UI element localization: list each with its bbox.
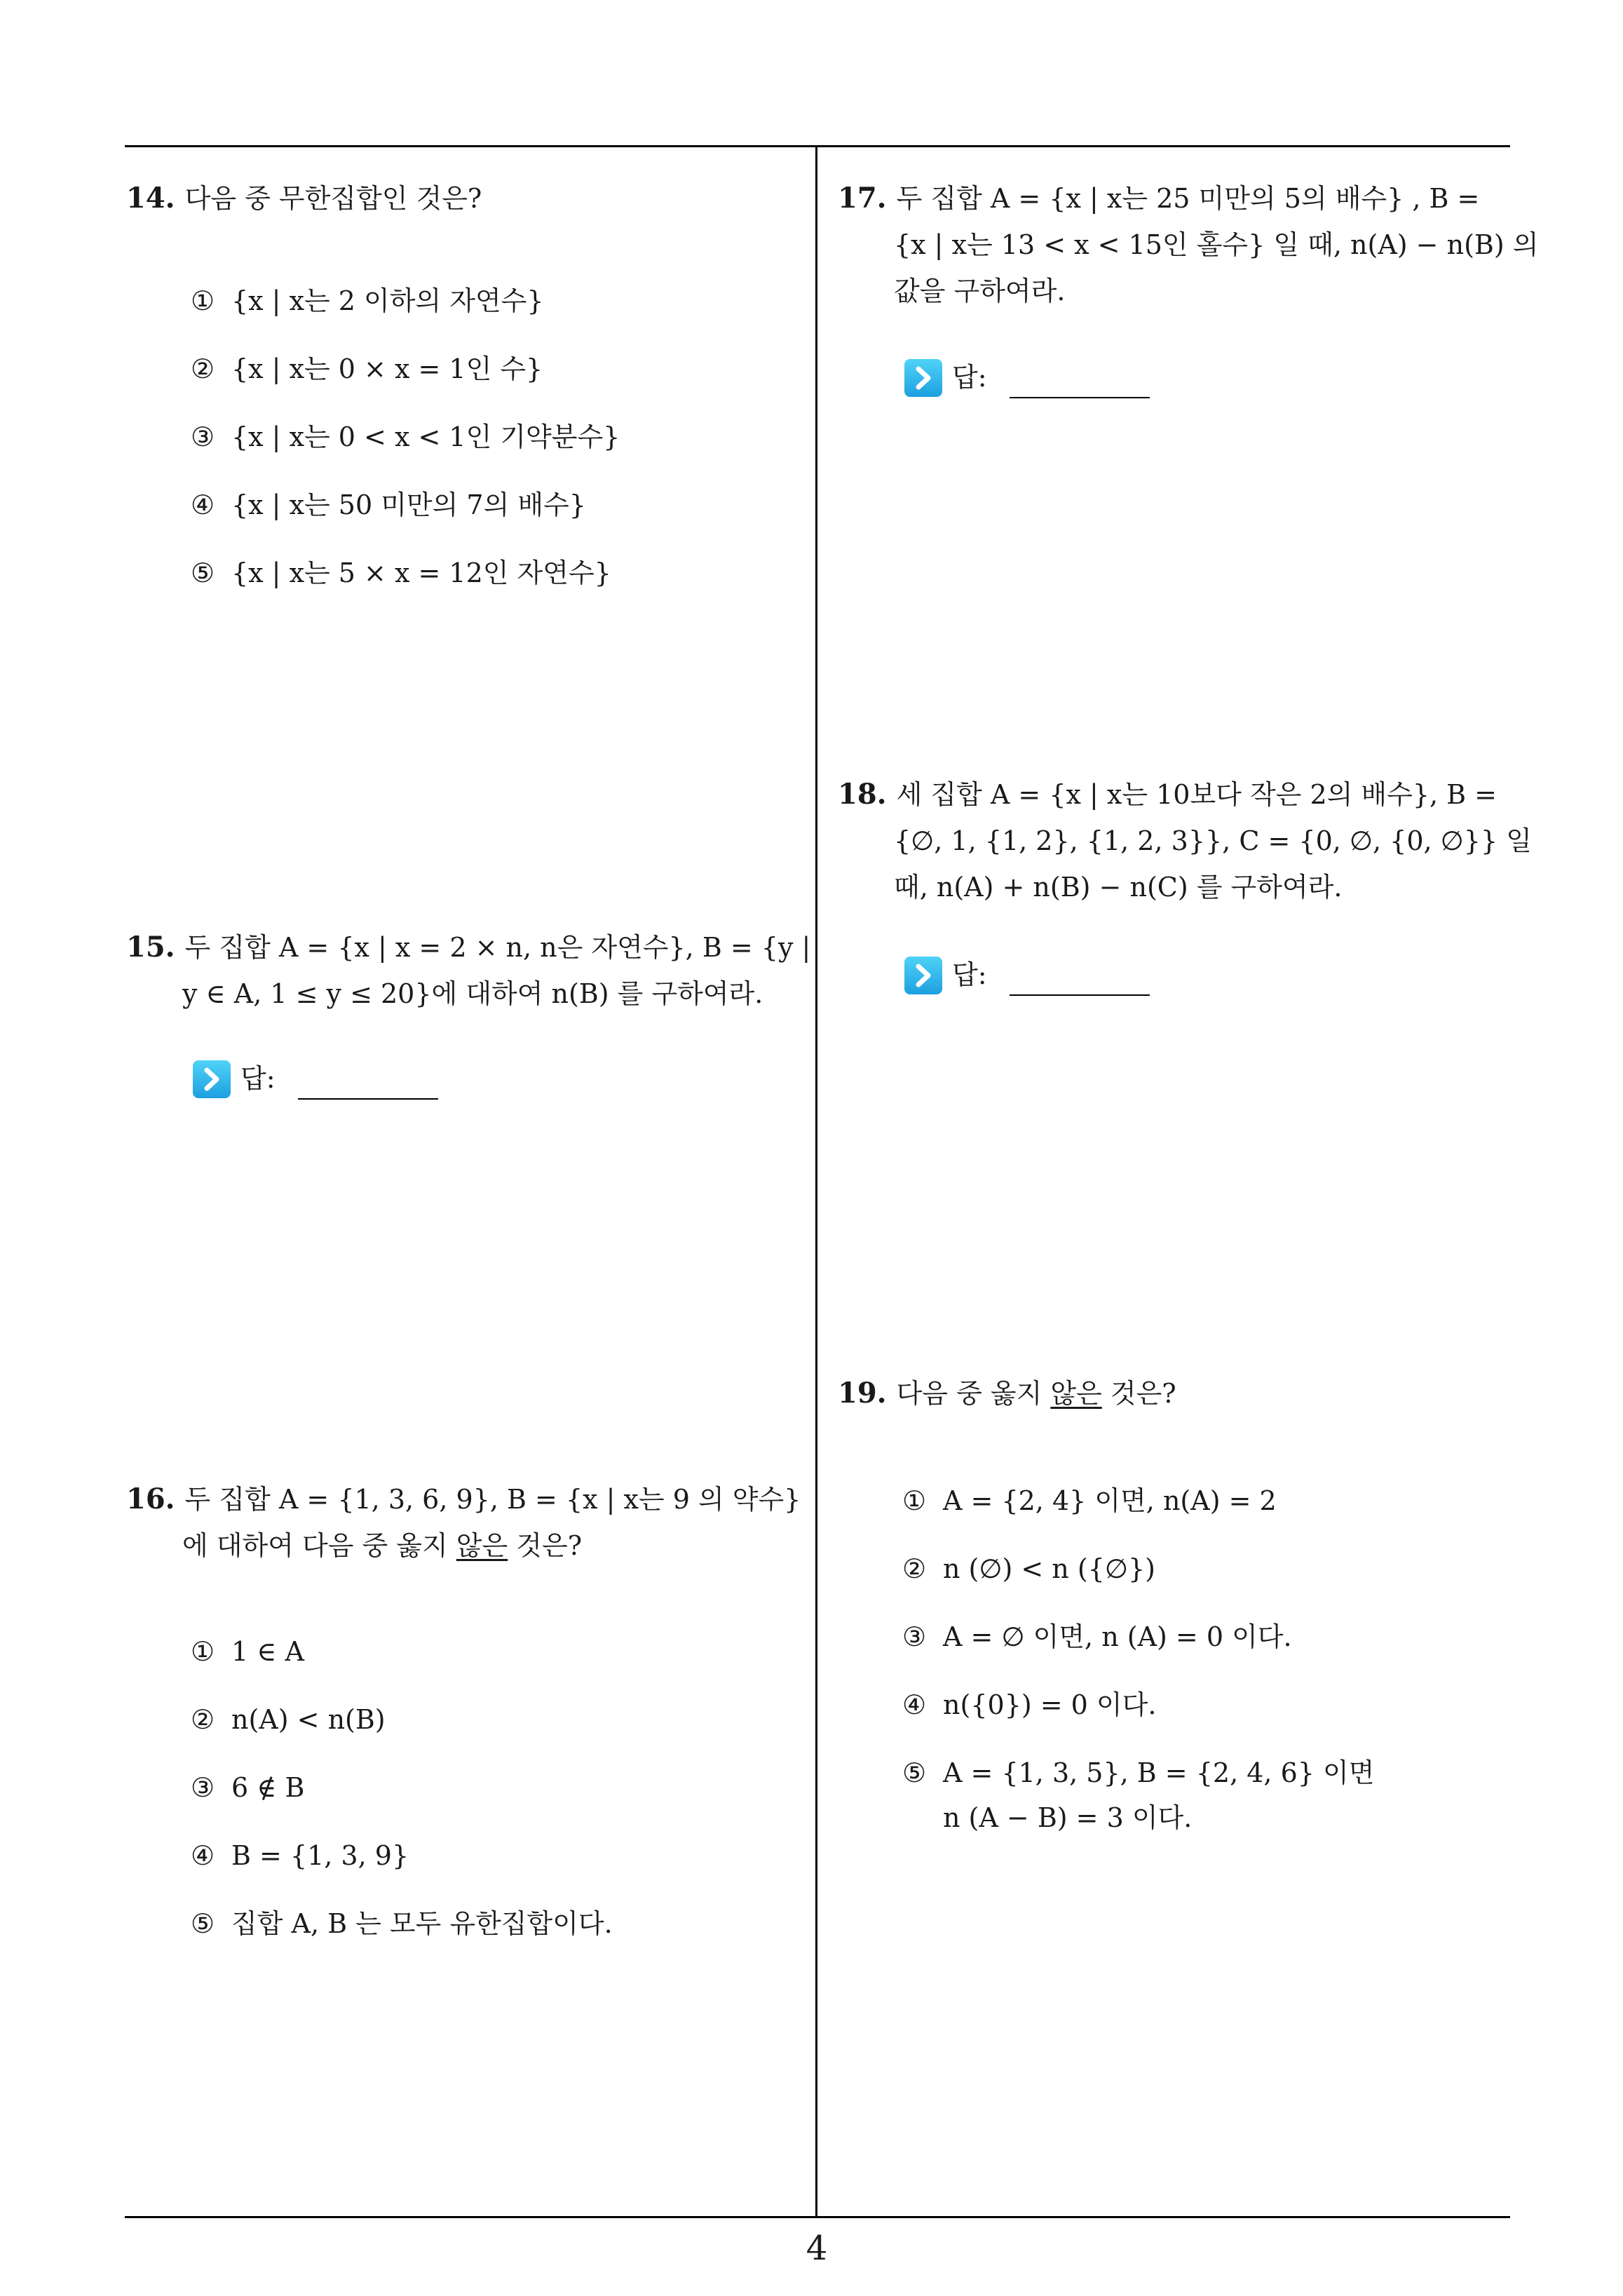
option-5[interactable]: ⑤ 집합 A, B 는 모두 유한집합이다.: [191, 1908, 613, 1939]
column-divider: [815, 145, 817, 2218]
option-4[interactable]: ④ {x | x는 50 미만의 7의 배수}: [191, 489, 586, 520]
option-3[interactable]: ③ A = ∅ 이면, n (A) = 0 이다.: [902, 1621, 1292, 1652]
option-2[interactable]: ② {x | x는 0 × x = 1인 수}: [191, 353, 543, 384]
emphasis-text: 않은: [456, 1530, 508, 1561]
question-14: [126, 175, 803, 222]
question-number: 15.: [126, 931, 175, 964]
q17-answer[interactable]: [904, 356, 1185, 398]
option-2[interactable]: ② n(A) < n(B): [191, 1704, 386, 1735]
answer-blank[interactable]: [1010, 397, 1150, 398]
option-1[interactable]: ① {x | x는 2 이하의 자연수}: [191, 285, 544, 316]
option-1[interactable]: ① 1 ∈ A: [191, 1636, 304, 1667]
question-text: {∅, 1, {1, 2}, {1, 2, 3}}, C = {0, ∅, {0, ∅}} 일: [894, 825, 1532, 856]
answer-label: 답:: [952, 362, 987, 393]
question-number: 14.: [126, 182, 175, 215]
question-text: 다음 중 무한집합인 것은?: [184, 183, 482, 214]
question-text: y ∈ A, 1 ≤ y ≤ 20}에 대하여 n(B) 를 구하여라.: [182, 978, 763, 1009]
q18-answer[interactable]: [904, 954, 1185, 996]
answer-blank[interactable]: [298, 1098, 438, 1100]
answer-label: 답:: [952, 959, 987, 990]
option-3[interactable]: ③ {x | x는 0 < x < 1인 기약분수}: [191, 421, 620, 452]
question-number: 19.: [838, 1377, 887, 1410]
option-2[interactable]: ② n (∅) < n ({∅}): [902, 1553, 1155, 1584]
question-17: [838, 175, 1539, 314]
option-3[interactable]: ③ 6 ∉ B: [191, 1772, 305, 1803]
bottom-rule: [125, 2216, 1510, 2218]
chevron-right-icon: [904, 957, 942, 994]
chevron-right-icon: [904, 359, 942, 397]
question-text: 두 집합 A = {x | x = 2 × n, n은 자연수}, B = {y |: [184, 932, 811, 963]
question-text: 때, n(A) + n(B) − n(C) 를 구하여라.: [894, 872, 1343, 903]
question-15: [126, 924, 811, 1017]
question-text: 두 집합 A = {1, 3, 6, 9}, B = {x | x는 9 의 약수}: [184, 1484, 801, 1515]
emphasis-text: 않은: [1050, 1378, 1102, 1409]
question-number: 16.: [126, 1483, 175, 1515]
answer-label: 답:: [240, 1063, 276, 1094]
option-4[interactable]: ④ B = {1, 3, 9}: [191, 1840, 409, 1871]
option-5-continued: n (A − B) = 3 이다.: [943, 1802, 1193, 1833]
question-number: 18.: [838, 778, 887, 811]
answer-blank[interactable]: [1010, 994, 1150, 996]
question-text: 값을 구하여라.: [894, 276, 1066, 306]
page-number: 4: [806, 2229, 828, 2268]
question-19: 19. 다음 중 옳지 않은 것은?: [838, 1377, 1176, 1410]
question-text: 두 집합 A = {x | x는 25 미만의 5의 배수} , B =: [896, 183, 1480, 214]
question-16: 16. 두 집합 A = {1, 3, 6, 9}, B = {x | x는 9 의 약수} 에 대하여 다음 중 옳지 않은 것은?: [126, 1483, 801, 1561]
chevron-right-icon: [193, 1060, 231, 1098]
option-5[interactable]: ⑤ A = {1, 3, 5}, B = {2, 4, 6} 이면: [902, 1757, 1375, 1788]
question-text: 세 집합 A = {x | x는 10보다 작은 2의 배수}, B =: [896, 779, 1498, 810]
question-text: {x | x는 13 < x < 15인 홀수} 일 때, n(A) − n(B) 의: [894, 229, 1539, 260]
option-4[interactable]: ④ n({0}) = 0 이다.: [902, 1689, 1157, 1720]
q15-answer[interactable]: [193, 1058, 473, 1100]
question-number: 17.: [838, 182, 887, 215]
top-rule: [125, 145, 1510, 147]
option-1[interactable]: ① A = {2, 4} 이면, n(A) = 2: [902, 1485, 1277, 1516]
option-5[interactable]: ⑤ {x | x는 5 × x = 12인 자연수}: [191, 558, 611, 588]
question-18: [838, 771, 1532, 910]
